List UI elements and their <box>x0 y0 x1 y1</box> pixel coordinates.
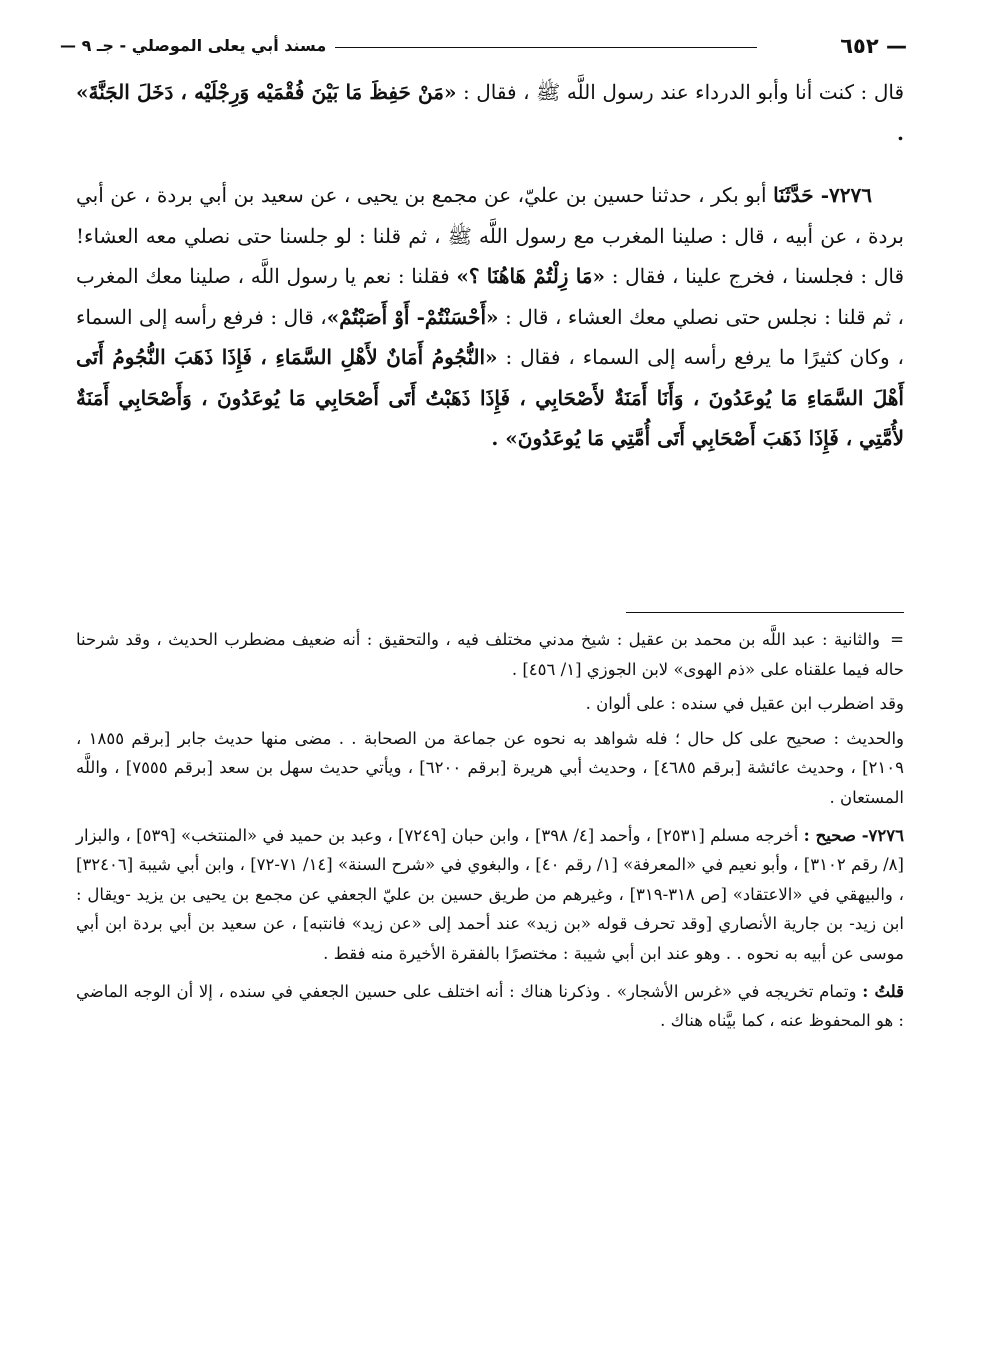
hadith-prev-end <box>76 72 904 153</box>
hadith-text-3: ، قال : فرفع رأسه إلى السماء ، وكان كثيرًا ما يرفع رأسه إلى السماء ، فقال : <box>76 304 905 369</box>
footnote-5-label: قلتُ : <box>862 981 905 1001</box>
hadith-text-2: فقلنا : نعم يا رسول اللَّه ، صلينا معك المغرب ، ثم قلنا : نجلس حتى نصلي معك العشاء ، قال : <box>76 264 904 329</box>
hadith-7276 <box>76 175 904 459</box>
footnote-2: وقد اضطرب ابن عقيل في سنده : على ألوان . <box>585 694 904 714</box>
hadith-quote-2: «أَحْسَنْتُمْ- أَوْ أَصَبْتُمْ» <box>326 304 499 329</box>
footnote-1 <box>76 625 904 684</box>
footnote-4 <box>76 821 904 969</box>
hadith-prev-text: قال : كنت أنا وأبو الدرداء عند رسول اللَّه ﷺ ، فقال : <box>463 80 905 104</box>
footnote-1-text: والثانية : عبد اللَّه بن محمد بن عقيل : شيخ مدني مختلف فيه ، والتحقيق : أنه ضعيف مضطرب الحديث ، وقد شرحنا حاله فيما علقناه على «ذم الهوى» لابن الجوزي [١/ ٤٥٦] . <box>76 630 904 679</box>
hadith-quote-3: «النُّجُومُ أَمَانٌ لأَهْلِ السَّمَاءِ ، فَإِذَا ذَهَبَ النُّجُومُ أَتَى أَهْلَ السَّمَاءِ مَا يُوعَدُونَ ، وَأَنَا أَمَنَةٌ لأَصْحَابِي ، فَإِذَا ذَهَبْتُ أَتَى أَصْحَابِي مَا يُوعَدُونَ ، وَأَصْحَابِي أَمَنَةٌ لأُمَّتِي ، فَإِذَا ذَهَبَ أَصْحَابِي أَتَى أُمَّتِي مَا يُوعَدُونَ» . <box>76 345 904 450</box>
main-text <box>76 72 904 459</box>
hadith-number: ٧٢٧٦- حَدَّثَنَا <box>773 183 872 207</box>
header-rule <box>335 47 757 48</box>
footnote-3: والحديث : صحيح على كل حال ؛ فله شواهد به نحوه عن جماعة من الصحابة . . مضى منها حديث جابر [برقم ١٨٥٥ ، ٢١٠٩] ، وحديث عائشة [برقم ٤٦٨٥] ، وحديث أبي هريرة [برقم ٦٢٠٠] ، ويأتي حديث سهل بن سعد [برقم ٧٥٥٥] ، واللَّه المستعان . <box>76 728 904 807</box>
hadith-text-1: أبو بكر ، حدثنا حسين بن عليّ، عن مجمع بن يحيى ، عن سعيد بن أبي بردة ، عن أبي بردة ، عن أبيه ، قال : صلينا المغرب مع رسول اللَّه ﷺ ، ثم قلنا : لو جلسنا حتى نصلي معه العشاء! قال : فجلسنا ، فخرج علينا ، فقال : <box>76 183 905 288</box>
hadith-prev-quote: «مَنْ حَفِظَ مَا بَيْنَ فُقْمَيْه وَرِجْلَيْه ، دَخَلَ الجَنَّةَ» . <box>76 80 904 145</box>
footnote-separator <box>626 612 904 613</box>
footnote-4-text: أخرجه مسلم [٢٥٣١] ، وأحمد [٤/ ٣٩٨] ، وابن حبان [٧٢٤٩] ، وعبد بن حميد في «المنتخب» [٥٣٩] ، والبزار [٨/ رقم ٣١٠٢] ، وأبو نعيم في «المعرفة» [١/ رقم ٤٠] ، والبغوي في «شرح السنة» [١٤/ ٧١-٧٢] ، وابن أبي شيبة [٣٢٤٠٦] ، والبيهقي في «الاعتقاد» [ص ٣١٨-٣١٩] ، وغيرهم من طريق حسين بن عليّ الجعفي عن مجمع بن يحيى بن يزيد -ويقال : ابن زيد- بن جارية الأنصاري [وقد تحرف قوله «بن زيد» عند أحمد إلى «عن زيد» فانتبه] ، عن سعيد بن أبي بردة ابن أبي موسى عن أبيه به نحوه . . وهو عند ابن أبي شيبة : مختصرًا بالفقرة الأخيرة منه فقط . <box>76 825 904 963</box>
footnotes <box>76 625 904 1044</box>
footnote-5-text: وتمام تخريجه في «غرس الأشجار» . وذكرنا هناك : أنه اختلف على حسين الجعفي في سنده ، إلا أن الوجه الماضي : هو المحفوظ عنه ، كما بيَّناه هناك . <box>76 981 904 1031</box>
footnote-5 <box>76 977 904 1036</box>
hadith-quote-1: «مَا زِلْتُمْ هَاهُنَا ؟» <box>456 264 606 288</box>
footnote-4-label: ٧٢٧٦- صحيح : <box>803 825 904 845</box>
book-title: مسند أبي يعلى الموصلي - جـ ٩ — <box>60 36 327 55</box>
page-number: — ٦٥٢ <box>840 34 907 58</box>
continuation-marker: = <box>890 630 904 649</box>
page-header <box>60 36 907 62</box>
